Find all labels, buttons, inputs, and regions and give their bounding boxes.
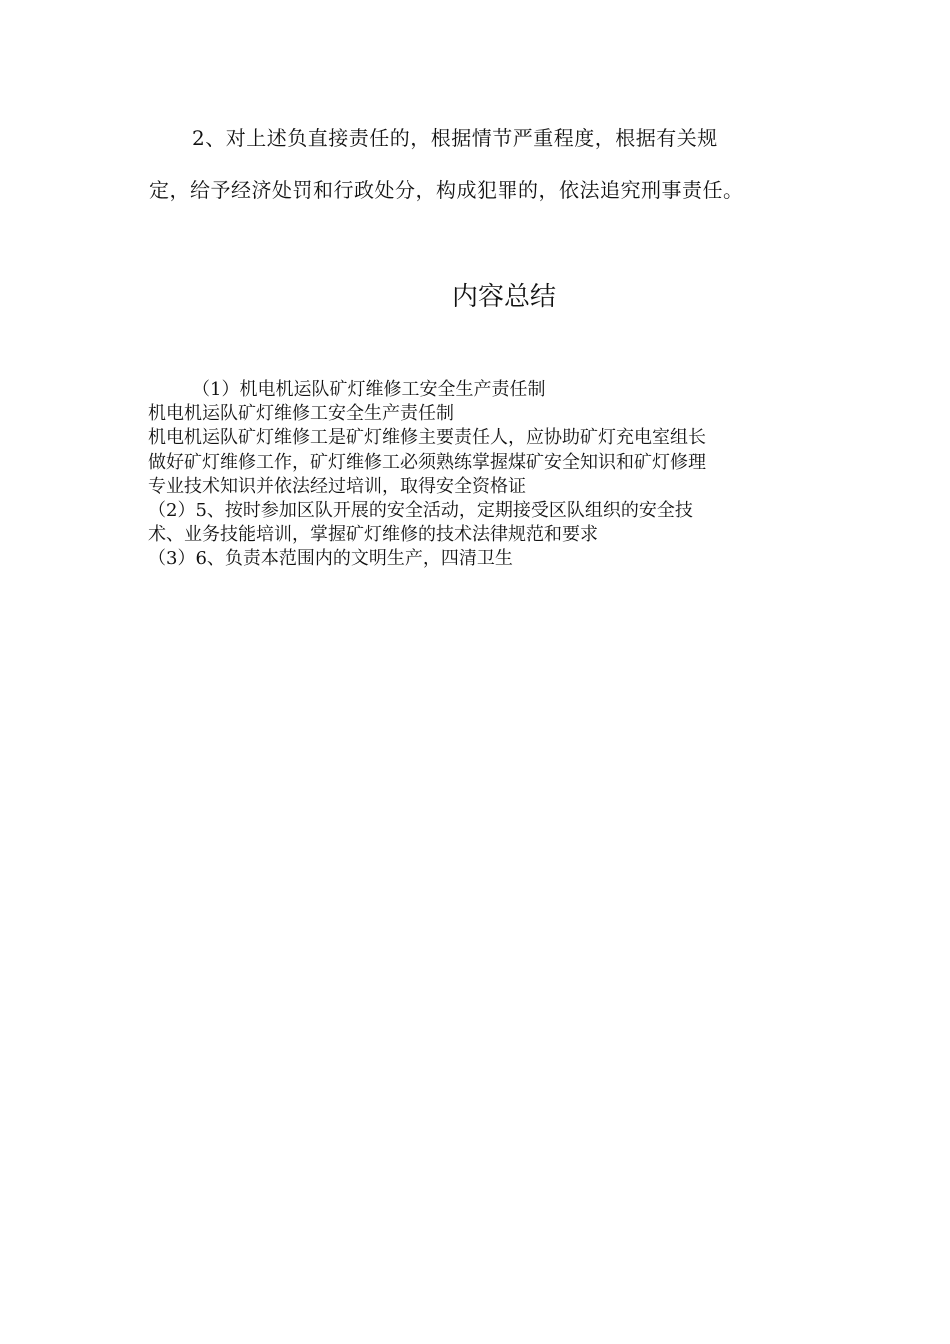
summary-line: 做好矿灯维修工作，矿灯维修工必须熟练掌握煤矿安全知识和矿灯修理 [148,451,706,473]
penalty-paragraph-line-2: 定，给予经济处罚和行政处分，构成犯罪的，依法追究刑事责任。 [149,178,744,202]
summary-line: 专业技术知识并依法经过培训，取得安全资格证 [148,475,526,497]
summary-line: 术、业务技能培训，掌握矿灯维修的技术法律规范和要求 [148,524,598,546]
summary-block [148,378,828,572]
summary-line: 机电机运队矿灯维修工安全生产责任制 [148,403,454,425]
summary-line: （1）机电机运队矿灯维修工安全生产责任制 [192,379,546,400]
penalty-paragraph-line-1: 2、对上述负直接责任的，根据情节严重程度，根据有关规 [192,126,718,150]
summary-line: （2）5、按时参加区队开展的安全活动，定期接受区队组织的安全技 [148,500,693,522]
summary-title: 内容总结 [451,282,556,312]
summary-line: （3）6、负责本范围内的文明生产，四清卫生 [148,548,513,570]
summary-line: 机电机运队矿灯维修工是矿灯维修主要责任人，应协助矿灯充电室组长 [148,427,706,449]
